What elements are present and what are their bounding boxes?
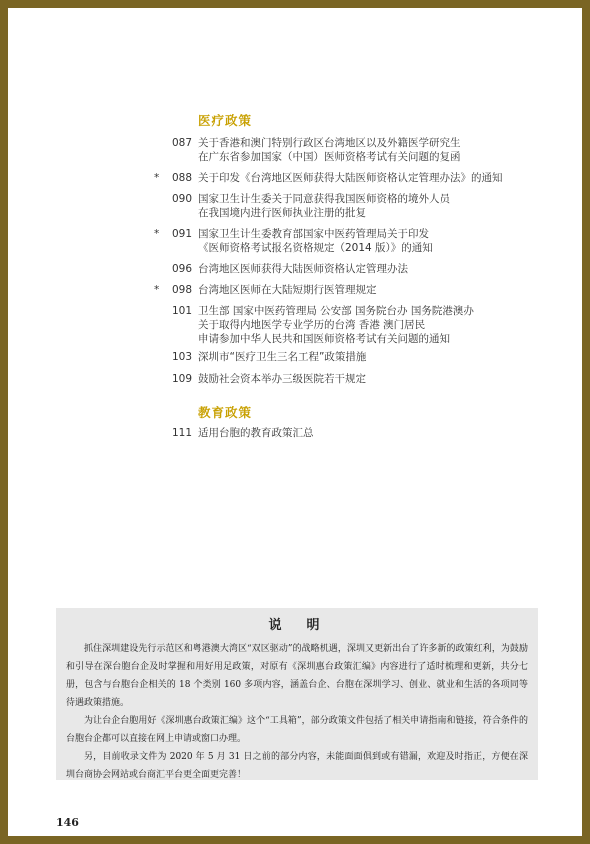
- key-marker: *: [154, 284, 160, 296]
- entry-title: 关于印发《台湾地区医师获得大陆医师资格认定管理办法》的通知: [198, 172, 503, 184]
- entry-title: 卫生部 国家中医药管理局 公安部 国务院台办 国务院港澳办 关于取得内地医学专业学历的台湾 香港 澳门居民 申请参加中华人民共和国医师资格考试有关问题的通知: [198, 305, 474, 345]
- entry-title: 鼓励社会资本举办三级医院若干规定: [198, 373, 366, 385]
- page-number: 146: [56, 816, 79, 829]
- entry-title: 适用台胞的教育政策汇总: [198, 427, 314, 439]
- page-ref: 090: [171, 193, 192, 205]
- entry-title: 台湾地区医师在大陆短期行医管理规定: [198, 284, 377, 296]
- key-marker: *: [154, 172, 160, 184]
- entry-title: 深圳市“医疗卫生三名工程”政策措施: [198, 351, 367, 363]
- page-ref: 103: [171, 351, 192, 363]
- page-ref: 091: [171, 228, 192, 240]
- entry-title: 关于香港和澳门特别行政区台湾地区以及外籍医学研究生 在广东省参加国家（中国）医师资格考试有关问题的复函: [198, 137, 461, 163]
- page-ref: 096: [171, 263, 192, 275]
- entry-title: 台湾地区医师获得大陆医师资格认定管理办法: [198, 263, 408, 275]
- entry-title: 国家卫生计生委关于同意获得我国医师资格的境外人员 在我国境内进行医师执业注册的批复: [198, 193, 450, 219]
- document-page: [8, 8, 582, 836]
- page-ref: 101: [171, 305, 192, 317]
- explanation-box: [56, 608, 538, 780]
- page-ref: 088: [171, 172, 192, 184]
- page-ref: 087: [171, 137, 192, 149]
- explanation-title: 说 明: [268, 618, 326, 633]
- explanation-paragraph: 另，目前收录文件为 2020 年 5 月 31 日之前的部分内容，未能面面俱到或有错漏，欢迎及时指正，方便在深圳台商协会网站或台商汇平台更全面更完善！: [66, 752, 528, 780]
- key-marker: *: [154, 228, 160, 240]
- section-title-medical: 医疗政策: [198, 113, 253, 128]
- page-ref: 098: [171, 284, 192, 296]
- page-ref: 111: [171, 427, 192, 439]
- explanation-paragraph: 为让台企台胞用好《深圳惠台政策汇编》这个“工具箱”，部分政策文件包括了相关申请指南和链接，符合条件的台胞台企都可以直接在网上申请或窗口办理。: [66, 716, 528, 744]
- page-ref: 109: [171, 373, 192, 385]
- explanation-paragraph: 抓住深圳建设先行示范区和粤港澳大湾区“双区驱动”的战略机遇，深圳又更新出台了许多新的政策红利，为鼓励和引导在深台胞台企及时掌握和用好用足政策，对原有《深圳惠台政策汇编》内容进行了适时梳理和更新，共分七册，包含与台胞台企相关的 18 个类别 160 多项内容，涵盖台企、台胞在深圳学习、创业、就业和生活的各项同等待遇政策措施。: [66, 644, 528, 708]
- entry-title: 国家卫生计生委教育部国家中医药管理局关于印发 《医师资格考试报名资格规定（2014 版）》的通知: [198, 228, 433, 254]
- section-title-education: 教育政策: [198, 405, 253, 420]
- explanation-body: [66, 640, 528, 784]
